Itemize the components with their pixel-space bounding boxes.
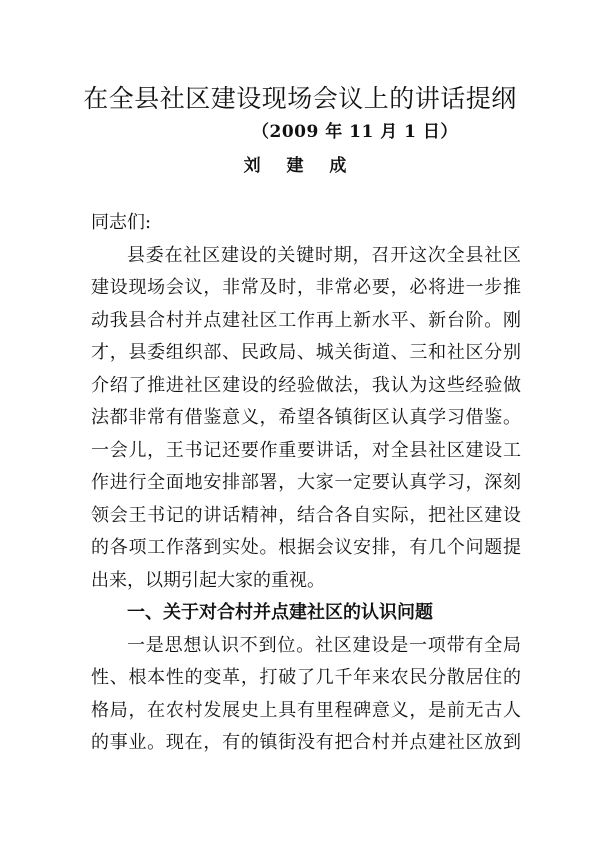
body-line: 的事业。现在，有的镇街没有把合村并点建社区放到 [91,732,521,753]
body-line: 才，县委组织部、民政局、城关街道、三和社区分别 [91,342,521,363]
body-line: 一会儿，王书记还要作重要讲话，对全县社区建设工 [91,439,521,461]
document-title: 在全县社区建设现场会议上的讲话提纲 [83,84,517,113]
body-line: 法都非常有借鉴意义，希望各镇街区认真学习借鉴。 [91,407,521,428]
document-author: 刘 建 成 [243,156,357,176]
body-line: 的各项工作落到实处。根据会议安排，有几个问题提 [91,537,521,558]
body-line: 建设现场会议，非常及时，非常必要，必将进一步推 [91,277,521,298]
body-line: 一是思想认识不到位。社区建设是一项带有全局 [127,634,521,656]
body-line: 出来，以期引起大家的重视。 [91,569,325,591]
body-line: 动我县合村并点建社区工作再上新水平、新台阶。刚 [91,309,521,331]
body-line: 介绍了推进社区建设的经验做法，我认为这些经验做 [91,374,521,396]
section-heading: 一、关于对合村并点建社区的认识问题 [127,602,433,623]
body-line: 作进行全面地安排部署，大家一定要认真学习，深刻 [91,472,521,493]
body-line: 领会王书记的讲话精神，结合各自实际，把社区建设 [91,504,521,526]
document-body [91,207,521,760]
salutation: 同志们: [91,212,152,233]
body-line: 格局，在农村发展史上具有里程碑意义，是前无古人 [91,699,521,721]
body-line: 性、根本性的变革，打破了几千年来农民分散居住的 [91,667,521,688]
document-date: （2009 年 11 月 1 日） [252,122,458,142]
body-line: 县委在社区建设的关键时期，召开这次全县社区 [127,244,521,266]
